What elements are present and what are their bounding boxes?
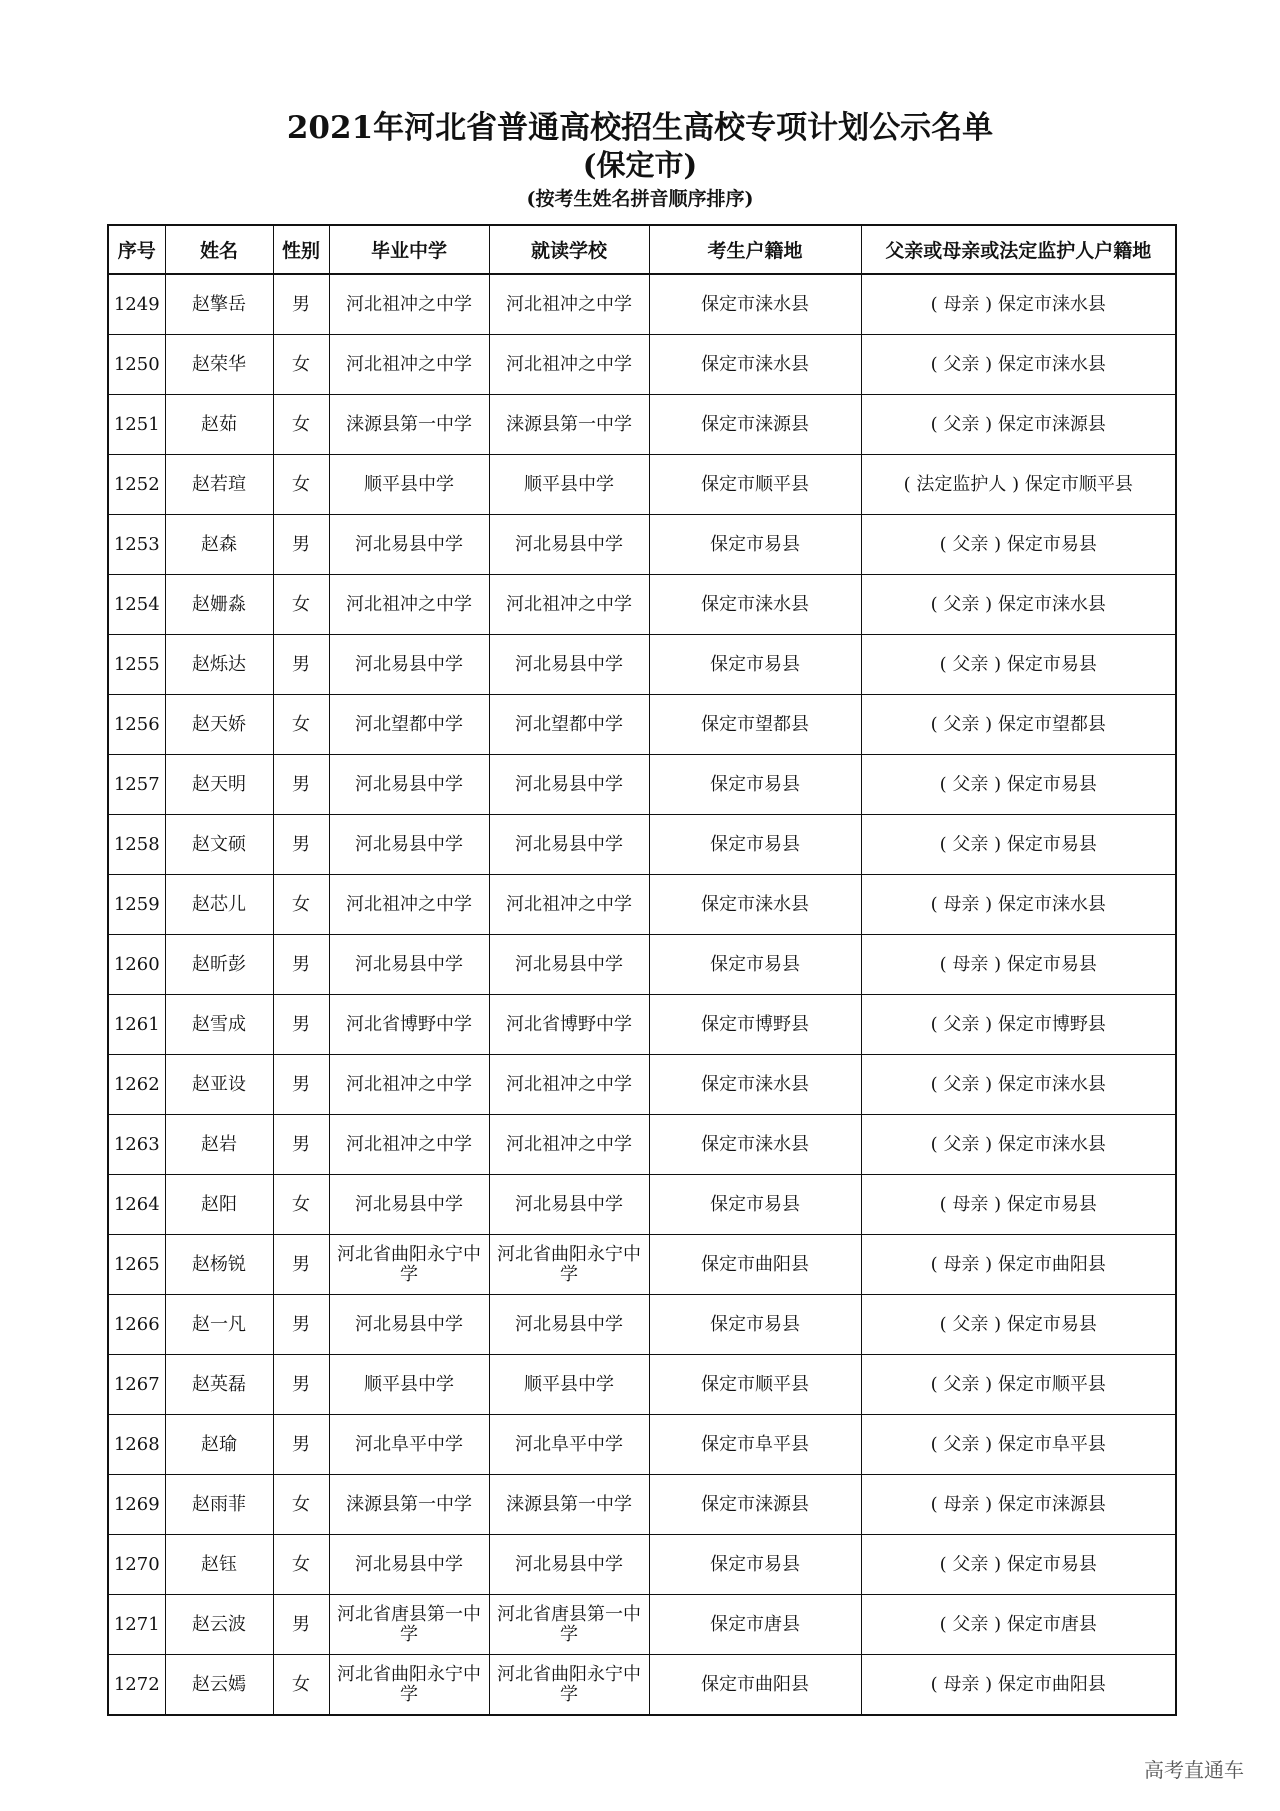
- cell-name: 赵姗淼: [165, 575, 273, 635]
- cell-household: 保定市易县: [649, 635, 861, 695]
- cell-household: 保定市望都县: [649, 695, 861, 755]
- cell-seq: 1256: [108, 695, 165, 755]
- cell-current-school: 河北易县中学: [489, 935, 649, 995]
- cell-gender: 男: [273, 1415, 329, 1475]
- cell-guardian-household: ( 父亲 ) 保定市涞水县: [861, 1115, 1176, 1175]
- cell-seq: 1253: [108, 515, 165, 575]
- table-row: [108, 935, 1176, 995]
- cell-name: 赵若瑄: [165, 455, 273, 515]
- cell-grad-school: 河北易县中学: [329, 1175, 489, 1235]
- cell-seq: 1261: [108, 995, 165, 1055]
- cell-current-school: 河北省曲阳永宁中学: [489, 1655, 649, 1716]
- cell-gender: 男: [273, 635, 329, 695]
- cell-guardian-household: ( 父亲 ) 保定市易县: [861, 815, 1176, 875]
- cell-current-school: 涞源县第一中学: [489, 1475, 649, 1535]
- cell-current-school: 河北易县中学: [489, 1535, 649, 1595]
- cell-guardian-household: ( 母亲 ) 保定市曲阳县: [861, 1235, 1176, 1295]
- table-row: [108, 1415, 1176, 1475]
- cell-seq: 1260: [108, 935, 165, 995]
- cell-name: 赵杨锐: [165, 1235, 273, 1295]
- cell-gender: 男: [273, 995, 329, 1055]
- cell-current-school: 河北祖冲之中学: [489, 1055, 649, 1115]
- cell-seq: 1272: [108, 1655, 165, 1716]
- cell-guardian-household: ( 法定监护人 ) 保定市顺平县: [861, 455, 1176, 515]
- cell-seq: 1267: [108, 1355, 165, 1415]
- cell-household: 保定市易县: [649, 1175, 861, 1235]
- cell-household: 保定市易县: [649, 515, 861, 575]
- cell-name: 赵天明: [165, 755, 273, 815]
- table-row: [108, 1475, 1176, 1535]
- cell-grad-school: 河北易县中学: [329, 1295, 489, 1355]
- cell-grad-school: 涞源县第一中学: [329, 395, 489, 455]
- cell-guardian-household: ( 父亲 ) 保定市望都县: [861, 695, 1176, 755]
- cell-seq: 1264: [108, 1175, 165, 1235]
- watermark-text: 高考直通车: [1144, 1758, 1244, 1782]
- header-current-school: 就读学校: [489, 225, 649, 274]
- cell-gender: 男: [273, 515, 329, 575]
- cell-household: 保定市曲阳县: [649, 1655, 861, 1716]
- cell-guardian-household: ( 父亲 ) 保定市阜平县: [861, 1415, 1176, 1475]
- cell-name: 赵阳: [165, 1175, 273, 1235]
- cell-current-school: 河北易县中学: [489, 515, 649, 575]
- cell-name: 赵烁达: [165, 635, 273, 695]
- cell-seq: 1263: [108, 1115, 165, 1175]
- table-row: [108, 1535, 1176, 1595]
- cell-household: 保定市易县: [649, 755, 861, 815]
- table-body: [108, 274, 1176, 1715]
- cell-seq: 1251: [108, 395, 165, 455]
- cell-grad-school: 河北省曲阳永宁中学: [329, 1235, 489, 1295]
- cell-household: 保定市曲阳县: [649, 1235, 861, 1295]
- table-row: [108, 695, 1176, 755]
- cell-gender: 女: [273, 455, 329, 515]
- header-grad-school: 毕业中学: [329, 225, 489, 274]
- table-row: [108, 755, 1176, 815]
- cell-guardian-household: ( 父亲 ) 保定市唐县: [861, 1595, 1176, 1655]
- table-header-row: [108, 225, 1176, 274]
- table-row: [108, 395, 1176, 455]
- cell-gender: 女: [273, 575, 329, 635]
- cell-guardian-household: ( 母亲 ) 保定市涞水县: [861, 274, 1176, 335]
- cell-current-school: 河北祖冲之中学: [489, 875, 649, 935]
- cell-household: 保定市易县: [649, 935, 861, 995]
- cell-seq: 1259: [108, 875, 165, 935]
- table-row: [108, 1655, 1176, 1716]
- cell-guardian-household: ( 父亲 ) 保定市易县: [861, 1295, 1176, 1355]
- cell-grad-school: 河北易县中学: [329, 815, 489, 875]
- cell-grad-school: 河北易县中学: [329, 635, 489, 695]
- cell-current-school: 河北易县中学: [489, 1295, 649, 1355]
- cell-name: 赵云嫣: [165, 1655, 273, 1716]
- cell-seq: 1249: [108, 274, 165, 335]
- table-row: [108, 575, 1176, 635]
- cell-seq: 1257: [108, 755, 165, 815]
- cell-guardian-household: ( 父亲 ) 保定市易县: [861, 515, 1176, 575]
- cell-gender: 女: [273, 1475, 329, 1535]
- cell-guardian-household: ( 父亲 ) 保定市涞水县: [861, 575, 1176, 635]
- cell-grad-school: 河北省博野中学: [329, 995, 489, 1055]
- cell-name: 赵文硕: [165, 815, 273, 875]
- table-row: [108, 875, 1176, 935]
- cell-seq: 1252: [108, 455, 165, 515]
- table-row: [108, 1235, 1176, 1295]
- cell-gender: 女: [273, 875, 329, 935]
- cell-gender: 女: [273, 1175, 329, 1235]
- cell-current-school: 河北省博野中学: [489, 995, 649, 1055]
- cell-seq: 1254: [108, 575, 165, 635]
- cell-guardian-household: ( 父亲 ) 保定市顺平县: [861, 1355, 1176, 1415]
- cell-gender: 男: [273, 1235, 329, 1295]
- cell-grad-school: 河北祖冲之中学: [329, 575, 489, 635]
- cell-gender: 男: [273, 1595, 329, 1655]
- cell-grad-school: 涞源县第一中学: [329, 1475, 489, 1535]
- cell-guardian-household: ( 母亲 ) 保定市涞水县: [861, 875, 1176, 935]
- cell-name: 赵昕彭: [165, 935, 273, 995]
- cell-seq: 1258: [108, 815, 165, 875]
- table-row: [108, 1355, 1176, 1415]
- cell-grad-school: 河北祖冲之中学: [329, 1055, 489, 1115]
- cell-grad-school: 河北易县中学: [329, 755, 489, 815]
- admission-list-table: [107, 224, 1177, 1716]
- table-row: [108, 335, 1176, 395]
- cell-guardian-household: ( 父亲 ) 保定市博野县: [861, 995, 1176, 1055]
- cell-current-school: 涞源县第一中学: [489, 395, 649, 455]
- table-row: [108, 1115, 1176, 1175]
- cell-name: 赵森: [165, 515, 273, 575]
- cell-guardian-household: ( 母亲 ) 保定市易县: [861, 935, 1176, 995]
- cell-seq: 1250: [108, 335, 165, 395]
- cell-gender: 女: [273, 695, 329, 755]
- cell-household: 保定市阜平县: [649, 1415, 861, 1475]
- cell-guardian-household: ( 母亲 ) 保定市曲阳县: [861, 1655, 1176, 1716]
- cell-guardian-household: ( 父亲 ) 保定市涞水县: [861, 1055, 1176, 1115]
- cell-guardian-household: ( 父亲 ) 保定市易县: [861, 635, 1176, 695]
- cell-gender: 男: [273, 1295, 329, 1355]
- cell-current-school: 顺平县中学: [489, 455, 649, 515]
- cell-grad-school: 顺平县中学: [329, 455, 489, 515]
- cell-current-school: 河北祖冲之中学: [489, 1115, 649, 1175]
- cell-household: 保定市涞水县: [649, 575, 861, 635]
- cell-gender: 男: [273, 815, 329, 875]
- cell-seq: 1269: [108, 1475, 165, 1535]
- cell-name: 赵云波: [165, 1595, 273, 1655]
- cell-household: 保定市易县: [649, 1535, 861, 1595]
- cell-current-school: 河北省唐县第一中学: [489, 1595, 649, 1655]
- cell-grad-school: 河北祖冲之中学: [329, 1115, 489, 1175]
- table-row: [108, 455, 1176, 515]
- cell-name: 赵荣华: [165, 335, 273, 395]
- cell-current-school: 河北易县中学: [489, 755, 649, 815]
- cell-current-school: 河北祖冲之中学: [489, 335, 649, 395]
- table-row: [108, 815, 1176, 875]
- cell-guardian-household: ( 父亲 ) 保定市易县: [861, 755, 1176, 815]
- cell-seq: 1266: [108, 1295, 165, 1355]
- cell-current-school: 顺平县中学: [489, 1355, 649, 1415]
- cell-gender: 男: [273, 1055, 329, 1115]
- sort-note: (按考生姓名拼音顺序排序): [526, 188, 754, 210]
- table-row: [108, 274, 1176, 335]
- cell-current-school: 河北祖冲之中学: [489, 575, 649, 635]
- cell-name: 赵一凡: [165, 1295, 273, 1355]
- cell-gender: 女: [273, 395, 329, 455]
- cell-household: 保定市涞水县: [649, 274, 861, 335]
- header-gender: 性别: [273, 225, 329, 274]
- table-row: [108, 1295, 1176, 1355]
- cell-name: 赵瑜: [165, 1415, 273, 1475]
- table-row: [108, 995, 1176, 1055]
- header-guardian-household: 父亲或母亲或法定监护人户籍地: [861, 225, 1176, 274]
- table-row: [108, 1175, 1176, 1235]
- cell-household: 保定市唐县: [649, 1595, 861, 1655]
- cell-guardian-household: ( 父亲 ) 保定市涞水县: [861, 335, 1176, 395]
- table-row: [108, 515, 1176, 575]
- cell-seq: 1262: [108, 1055, 165, 1115]
- cell-household: 保定市顺平县: [649, 1355, 861, 1415]
- cell-name: 赵擎岳: [165, 274, 273, 335]
- cell-name: 赵钰: [165, 1535, 273, 1595]
- cell-current-school: 河北易县中学: [489, 1175, 649, 1235]
- cell-household: 保定市顺平县: [649, 455, 861, 515]
- cell-seq: 1255: [108, 635, 165, 695]
- table-row: [108, 1595, 1176, 1655]
- cell-grad-school: 河北祖冲之中学: [329, 335, 489, 395]
- cell-current-school: 河北省曲阳永宁中学: [489, 1235, 649, 1295]
- cell-gender: 女: [273, 335, 329, 395]
- cell-household: 保定市涞源县: [649, 395, 861, 455]
- cell-current-school: 河北望都中学: [489, 695, 649, 755]
- cell-household: 保定市涞源县: [649, 1475, 861, 1535]
- cell-name: 赵英磊: [165, 1355, 273, 1415]
- cell-household: 保定市涞水县: [649, 1115, 861, 1175]
- cell-name: 赵雪成: [165, 995, 273, 1055]
- cell-grad-school: 河北易县中学: [329, 515, 489, 575]
- cell-current-school: 河北易县中学: [489, 635, 649, 695]
- cell-household: 保定市易县: [649, 815, 861, 875]
- cell-household: 保定市易县: [649, 1295, 861, 1355]
- cell-current-school: 河北易县中学: [489, 815, 649, 875]
- table-row: [108, 1055, 1176, 1115]
- cell-guardian-household: ( 母亲 ) 保定市涞源县: [861, 1475, 1176, 1535]
- cell-grad-school: 河北祖冲之中学: [329, 875, 489, 935]
- cell-gender: 男: [273, 935, 329, 995]
- cell-name: 赵天娇: [165, 695, 273, 755]
- cell-guardian-household: ( 父亲 ) 保定市涞源县: [861, 395, 1176, 455]
- cell-household: 保定市涞水县: [649, 875, 861, 935]
- header-household: 考生户籍地: [649, 225, 861, 274]
- header-seq: 序号: [108, 225, 165, 274]
- cell-gender: 男: [273, 1115, 329, 1175]
- header-name: 姓名: [165, 225, 273, 274]
- cell-gender: 男: [273, 1355, 329, 1415]
- cell-grad-school: 河北省曲阳永宁中学: [329, 1655, 489, 1716]
- cell-grad-school: 顺平县中学: [329, 1355, 489, 1415]
- cell-current-school: 河北阜平中学: [489, 1415, 649, 1475]
- cell-guardian-household: ( 父亲 ) 保定市易县: [861, 1535, 1176, 1595]
- cell-grad-school: 河北省唐县第一中学: [329, 1595, 489, 1655]
- page-subtitle: (保定市): [582, 148, 698, 182]
- cell-gender: 女: [273, 1535, 329, 1595]
- cell-grad-school: 河北望都中学: [329, 695, 489, 755]
- cell-seq: 1265: [108, 1235, 165, 1295]
- cell-gender: 男: [273, 274, 329, 335]
- cell-gender: 男: [273, 755, 329, 815]
- cell-name: 赵雨菲: [165, 1475, 273, 1535]
- cell-seq: 1271: [108, 1595, 165, 1655]
- cell-household: 保定市涞水县: [649, 1055, 861, 1115]
- cell-grad-school: 河北易县中学: [329, 935, 489, 995]
- cell-grad-school: 河北易县中学: [329, 1535, 489, 1595]
- cell-grad-school: 河北祖冲之中学: [329, 274, 489, 335]
- cell-current-school: 河北祖冲之中学: [489, 274, 649, 335]
- cell-seq: 1268: [108, 1415, 165, 1475]
- cell-name: 赵亚设: [165, 1055, 273, 1115]
- cell-name: 赵芯儿: [165, 875, 273, 935]
- page-title: 2021年河北省普通高校招生高校专项计划公示名单: [286, 110, 994, 146]
- cell-household: 保定市博野县: [649, 995, 861, 1055]
- cell-name: 赵茹: [165, 395, 273, 455]
- cell-name: 赵岩: [165, 1115, 273, 1175]
- cell-guardian-household: ( 母亲 ) 保定市易县: [861, 1175, 1176, 1235]
- cell-household: 保定市涞水县: [649, 335, 861, 395]
- table-row: [108, 635, 1176, 695]
- cell-seq: 1270: [108, 1535, 165, 1595]
- cell-grad-school: 河北阜平中学: [329, 1415, 489, 1475]
- cell-gender: 女: [273, 1655, 329, 1716]
